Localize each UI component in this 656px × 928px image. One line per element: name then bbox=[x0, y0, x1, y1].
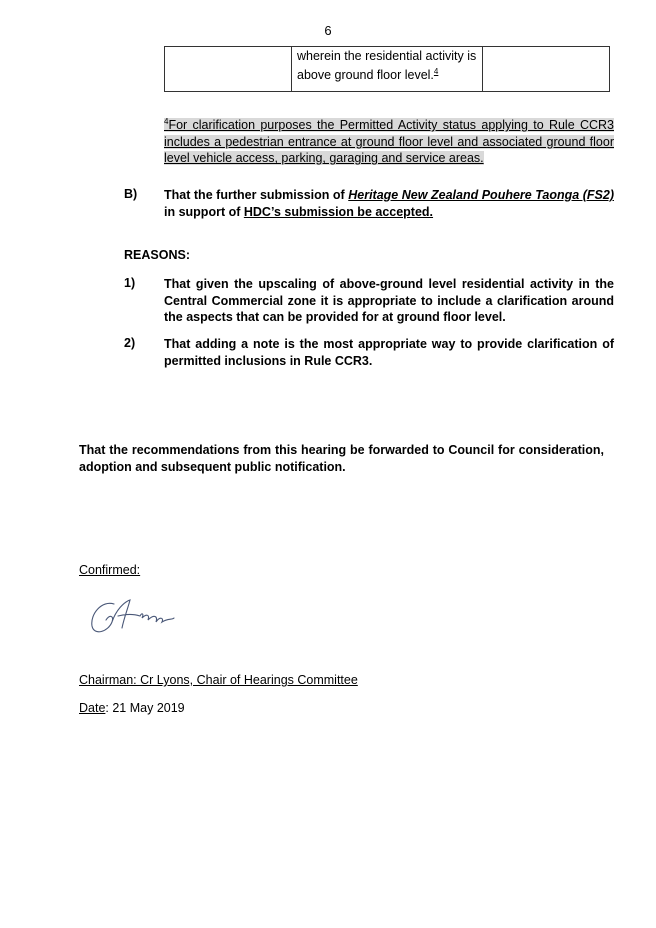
item-b-text-part: That the further submission of bbox=[164, 188, 349, 202]
chairman-line: Chairman: Cr Lyons, Chair of Hearings Committee bbox=[79, 673, 358, 687]
footnote-marker: 4 bbox=[164, 117, 169, 126]
footnote bbox=[164, 114, 614, 167]
table-row bbox=[165, 47, 610, 92]
reason-text: That given the upscaling of above-ground level residential activity in the Central Commercial zone it is appropriate to include a clarification around the aspects that can be provided for at ground floor level. bbox=[164, 277, 614, 324]
date-value: : 21 May 2019 bbox=[105, 701, 185, 715]
footnote-reference: 4 bbox=[433, 67, 439, 76]
item-b-reference: Heritage New Zealand Pouhere Taonga (FS2) bbox=[348, 188, 614, 202]
confirmed-label: Confirmed: bbox=[79, 563, 141, 577]
table-cell bbox=[483, 47, 610, 92]
reason-number: 1) bbox=[124, 276, 136, 290]
continued-table bbox=[164, 46, 610, 92]
reasons-heading: REASONS: bbox=[124, 248, 190, 262]
recommendation-text: That the recommendations from this hearing be forwarded to Council for consideration, adoption and subsequent public notification. bbox=[79, 443, 604, 474]
footnote-text: For clarification purposes the Permitted Activity status applying to Rule CCR3 includes a pedestrian entrance at ground floor level and associated ground floor level vehicle access, parking, garaging and service areas. bbox=[164, 118, 614, 166]
reason-number: 2) bbox=[124, 336, 136, 350]
table-cell bbox=[165, 47, 292, 92]
item-b-label: B) bbox=[124, 187, 138, 201]
table-cell-text: wherein the residential activity is above ground floor level. bbox=[297, 49, 477, 83]
item-b-text-part: in support of bbox=[164, 204, 244, 219]
item-b-reference: HDC’s submission be accepted. bbox=[243, 204, 434, 219]
signature-image bbox=[84, 592, 194, 642]
date-label: Date bbox=[79, 701, 106, 715]
reason-text: That adding a note is the most appropriate way to provide clarification of permitted inclusions in Rule CCR3. bbox=[164, 337, 614, 368]
page-number: 6 bbox=[324, 23, 332, 38]
date-line bbox=[79, 701, 185, 715]
table-cell bbox=[292, 47, 483, 92]
item-b-text bbox=[164, 187, 614, 220]
